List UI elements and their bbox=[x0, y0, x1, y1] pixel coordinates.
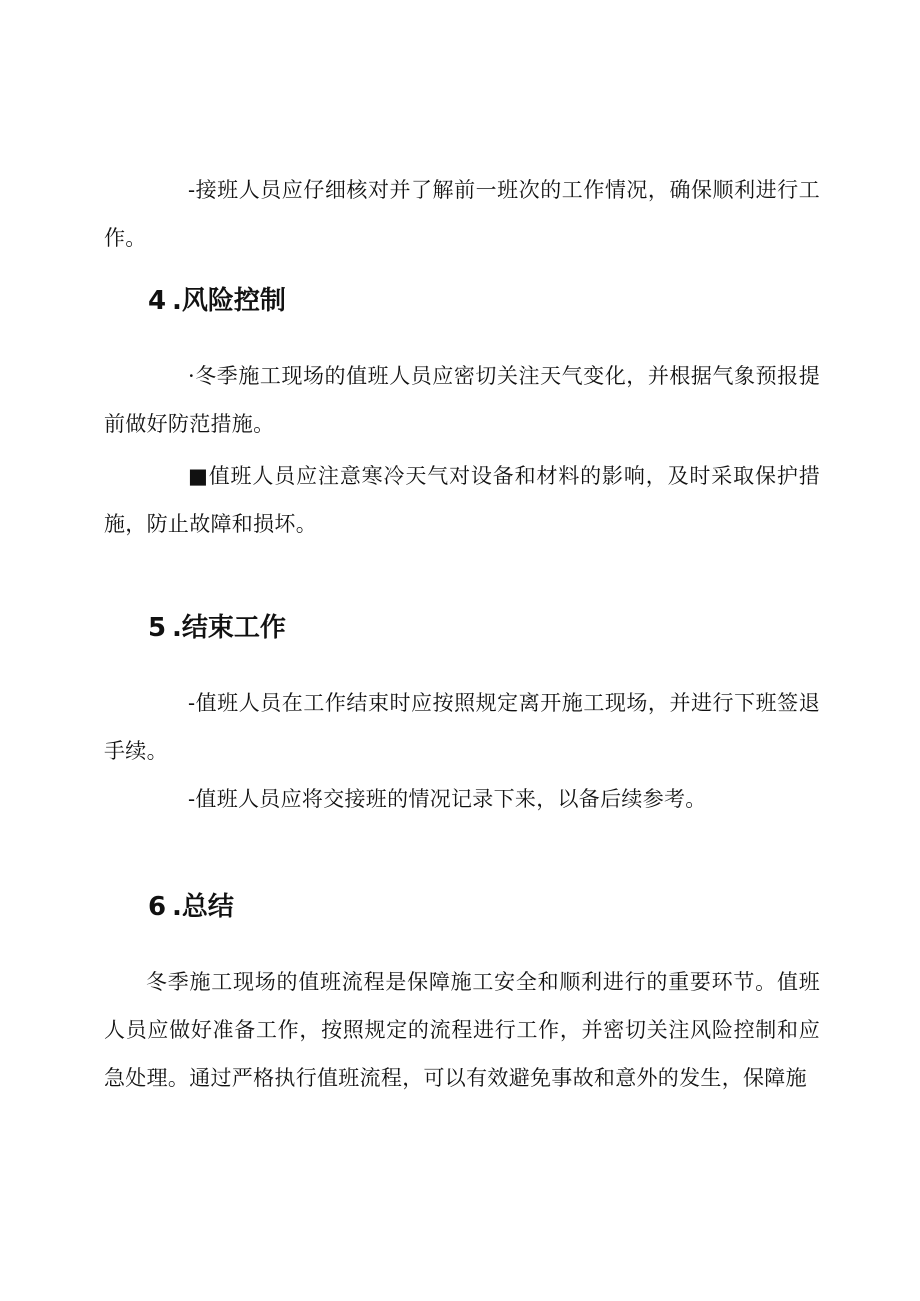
list-item bbox=[104, 452, 820, 548]
list-item bbox=[104, 679, 820, 775]
summary-paragraph: 冬季施工现场的值班流程是保障施工安全和顺利进行的重要环节。值班人员应做好准备工作，按照规定的流程进行工作，并密切关注风险控制和应急处理。通过严格执行值班流程，可以有效避免事故和意外的发生，保障施 bbox=[104, 970, 820, 1090]
section-title: .风险控制 bbox=[172, 286, 286, 316]
section-heading-6 bbox=[148, 890, 234, 924]
list-marker: - bbox=[188, 178, 196, 202]
section-number: 4 bbox=[148, 286, 167, 316]
list-item-text: 接班人员应仔细核对并了解前一班次的工作情况，确保顺利进行工作。 bbox=[104, 178, 820, 250]
list-item-text: 冬季施工现场的值班人员应密切关注天气变化，并根据气象预报提前做好防范措施。 bbox=[104, 364, 820, 436]
list-marker: · bbox=[188, 364, 195, 388]
section-title: .总结 bbox=[172, 892, 234, 922]
list-marker: - bbox=[188, 691, 196, 715]
list-item-text: 值班人员在工作结束时应按照规定离开施工现场，并进行下班签退手续。 bbox=[104, 691, 820, 763]
list-item-text: 值班人员应将交接班的情况记录下来，以备后续参考。 bbox=[195, 787, 707, 811]
list-item bbox=[104, 166, 820, 262]
section-number: 6 bbox=[148, 892, 167, 922]
section-number: 5 bbox=[148, 613, 167, 643]
section-title: .结束工作 bbox=[172, 613, 286, 643]
section-heading-4 bbox=[148, 284, 286, 318]
list-item bbox=[104, 775, 820, 823]
list-marker: ■ bbox=[188, 464, 209, 488]
section-heading-5 bbox=[148, 611, 286, 645]
list-marker: - bbox=[188, 787, 196, 811]
list-item bbox=[104, 352, 820, 448]
list-item-text: 值班人员应注意寒冷天气对设备和材料的影响，及时采取保护措施，防止故障和损坏。 bbox=[104, 464, 820, 536]
